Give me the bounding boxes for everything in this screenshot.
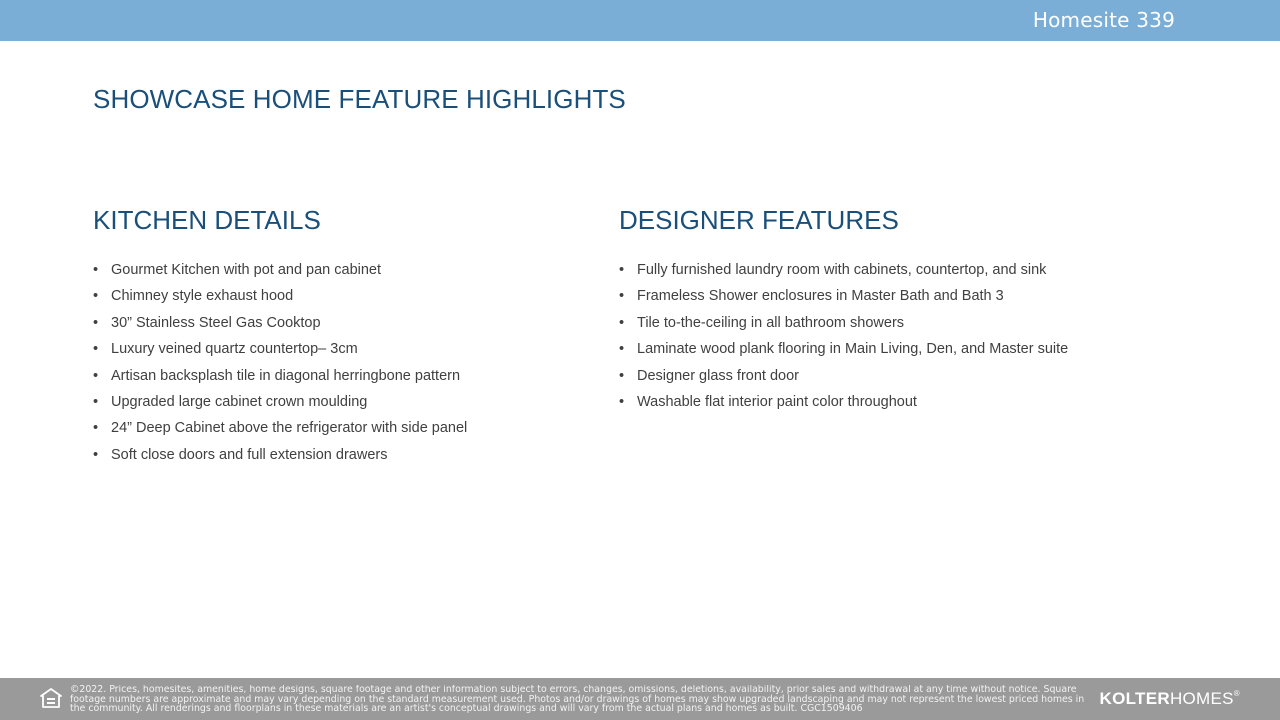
list-item: • Soft close doors and full extension drawers	[93, 442, 573, 468]
legal-disclaimer: ©2022. Prices, homesites, amenities, home designs, square footage and other information subject to errors, changes, omissions, deletions, availability, prior sales and withdrawal at any time without notice. Square footage numbers are approximate and may vary depending on the standard measurement used. Photos and/or drawings of homes may show upgraded landscaping and may not represent the lowest priced homes in the community. All renderings and floorplans in these materials are an artist's conceptual drawings and will vary from the actual plans and homes as built. CGC1509406	[70, 685, 1085, 714]
list-item: • Frameless Shower enclosures in Master Bath and Bath 3	[619, 283, 1179, 309]
designer-features-heading: DESIGNER FEATURES	[619, 205, 899, 235]
kitchen-details-section	[93, 205, 573, 468]
list-item: • Chimney style exhaust hood	[93, 283, 573, 309]
brand-bold: KOLTER	[1099, 689, 1170, 708]
list-item: • Luxury veined quartz countertop– 3cm	[93, 336, 573, 362]
designer-features-list	[619, 257, 1179, 415]
page-title: SHOWCASE HOME FEATURE HIGHLIGHTS	[93, 84, 626, 114]
list-item: • Laminate wood plank flooring in Main Living, Den, and Master suite	[619, 336, 1179, 362]
list-item: • Gourmet Kitchen with pot and pan cabinet	[93, 257, 573, 283]
list-item: • Designer glass front door	[619, 363, 1179, 389]
kitchen-details-list	[93, 257, 573, 468]
brand-light: HOMES	[1169, 689, 1234, 708]
list-item: • Artisan backsplash tile in diagonal herringbone pattern	[93, 363, 573, 389]
list-item: • Tile to-the-ceiling in all bathroom showers	[619, 310, 1179, 336]
footer-bar	[0, 678, 1280, 720]
list-item: • Fully furnished laundry room with cabinets, countertop, and sink	[619, 257, 1179, 283]
list-item: • Upgraded large cabinet crown moulding	[93, 389, 573, 415]
kitchen-details-heading: KITCHEN DETAILS	[93, 205, 321, 235]
registered-mark: ®	[1233, 689, 1240, 698]
list-item: • 30” Stainless Steel Gas Cooktop	[93, 310, 573, 336]
designer-features-section	[619, 205, 1179, 415]
list-item: • Washable flat interior paint color throughout	[619, 389, 1179, 415]
top-bar	[0, 0, 1280, 41]
equal-housing-icon	[40, 688, 62, 708]
list-item: • 24” Deep Cabinet above the refrigerator with side panel	[93, 415, 573, 441]
kolter-homes-logo	[1100, 689, 1240, 709]
homesite-label: Homesite 339	[1032, 8, 1175, 32]
